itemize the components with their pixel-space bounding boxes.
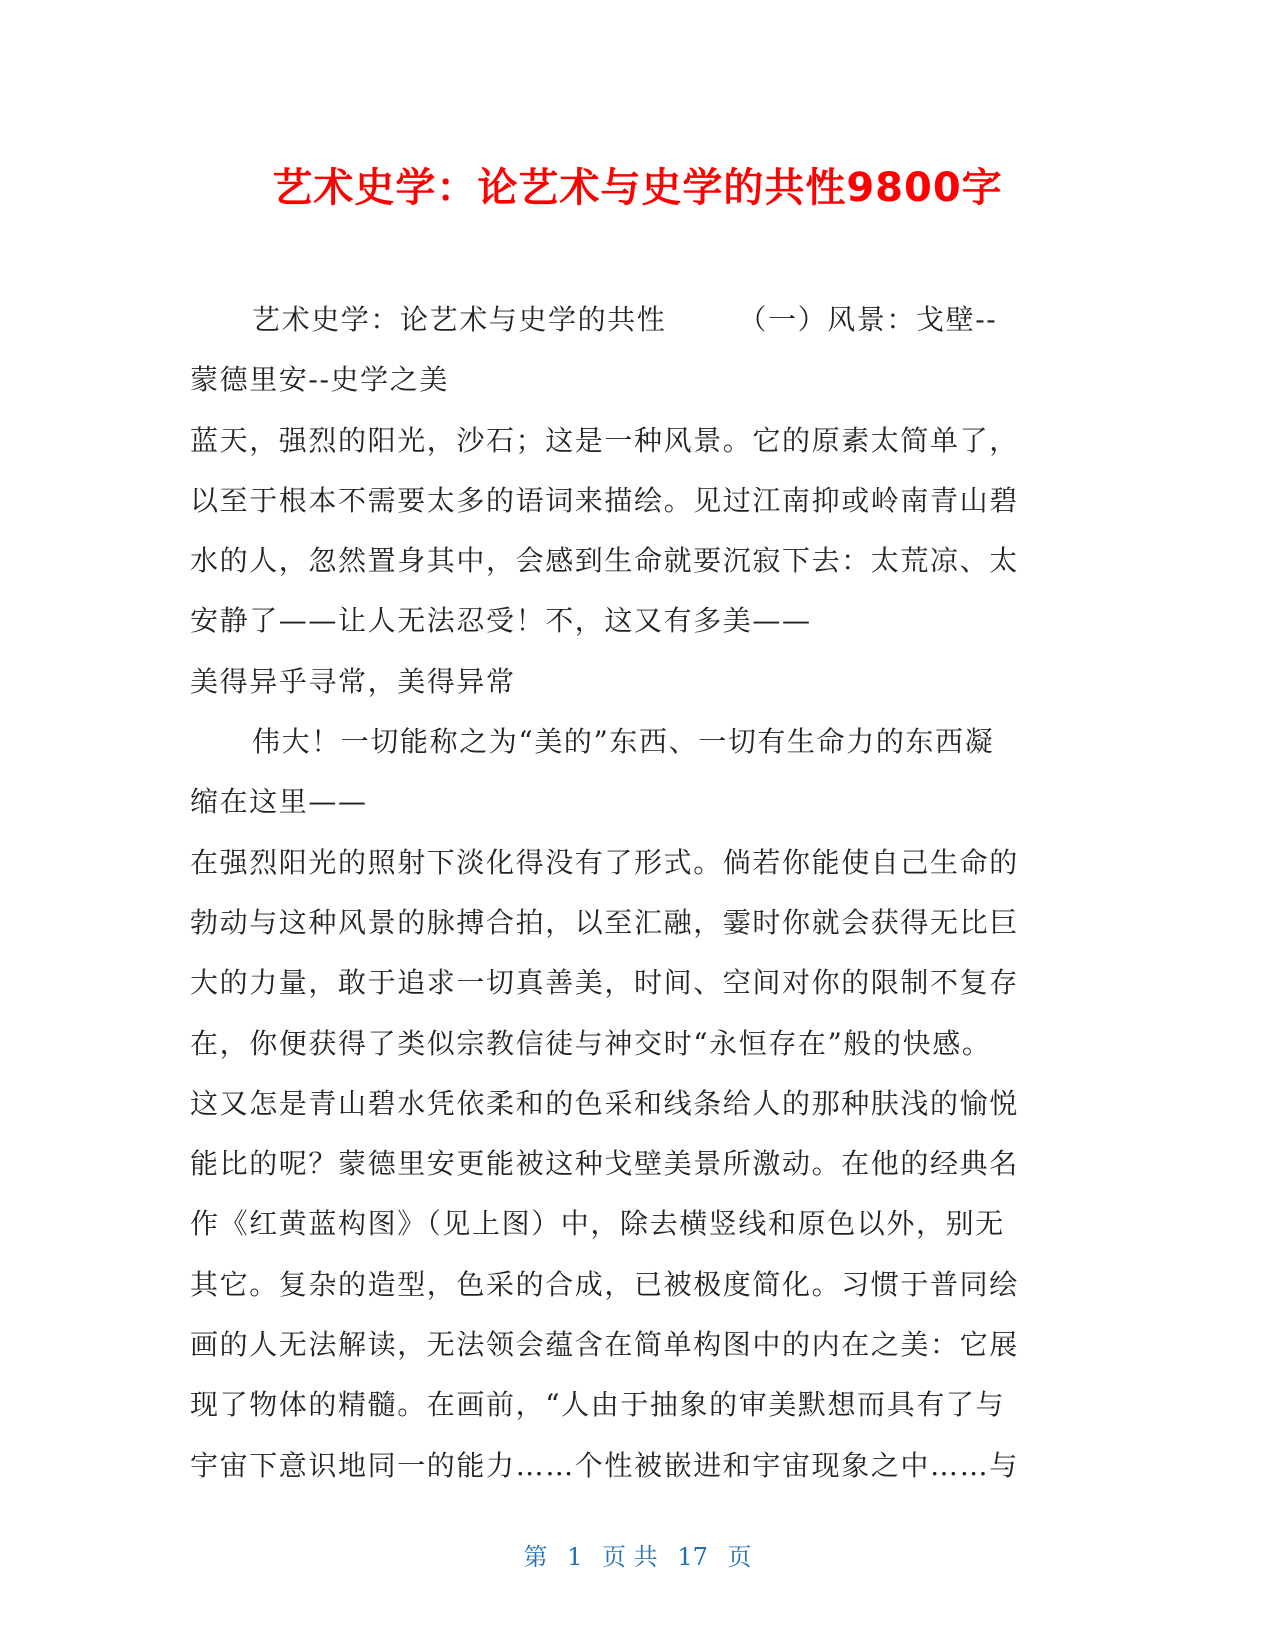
paragraph-line: 在，你便获得了类似宗教信徒与神交时“永恒存在”般的快感。 [190,1026,992,1060]
paragraph-line: 蓝天，强烈的阳光，沙石；这是一种风景。它的原素太简单了， [190,423,1019,457]
total-page-count: 17 [677,1543,708,1571]
footer-middle: 页 共 [602,1543,658,1571]
paragraph-line: 蒙德里安--史学之美 [190,363,449,397]
paragraph-line: 画的人无法解读，无法领会蕴含在简单构图中的内在之美：它展 [190,1328,1019,1362]
paragraph-line: 其它。复杂的造型，色采的合成，已被极度简化。习惯于普同绘 [190,1267,1019,1301]
footer-suffix: 页 [727,1543,752,1571]
paragraph-line: 水的人，忽然置身其中，会感到生命就要沉寂下去：太荒凉、太 [190,544,1019,578]
paragraph-line: 伟大！一切能称之为“美的”东西、一切有生命力的东西凝 [252,725,995,759]
footer-prefix: 第 [523,1543,548,1571]
current-page-number: 1 [567,1543,583,1571]
paragraph-line: 能比的呢？蒙德里安更能被这种戈壁美景所激动。在他的经典名 [190,1147,1019,1181]
paragraph-line [190,290,1070,350]
paragraph-line: 以至于根本不需要太多的语词来描绘。见过江南抑或岭南青山碧 [190,483,1019,517]
paragraph-line: 安静了——让人无法忍受！不，这又有多美—— [190,604,812,638]
paragraph-line: 大的力量，敢于追求一切真善美，时间、空间对你的限制不复存 [190,966,1019,1000]
paragraph-line: 这又怎是青山碧水凭依柔和的色采和线条给人的那种肤浅的愉悦 [190,1086,1019,1120]
paragraph-line: 勃动与这种风景的脉搏合拍，以至汇融，霎时你就会获得无比巨 [190,905,1019,939]
paragraph-line: 在强烈阳光的照射下淡化得没有了形式。倘若你能使自己生命的 [190,845,1019,879]
page-footer [0,1540,1275,1574]
paragraph-line: 美得异乎寻常，美得异常 [190,664,516,698]
paragraph-line: 现了物体的精髓。在画前，“人由于抽象的审美默想而具有了与 [190,1388,1006,1422]
paragraph-line: 作《红黄蓝构图》（见上图）中，除去横竖线和原色以外，别无 [190,1207,1005,1241]
paragraph-line: 缩在这里—— [190,785,368,819]
document-title: 艺术史学：论艺术与史学的共性9800字 [272,165,1003,211]
section-heading: （一）风景：戈壁-- [738,303,998,336]
paragraph-line: 宇宙下意识地同一的能力……个性被嵌进和宇宙现象之中……与 [190,1448,1019,1482]
body-text [190,290,1070,1496]
inline-heading: 艺术史学：论艺术与史学的共性 [252,303,667,336]
